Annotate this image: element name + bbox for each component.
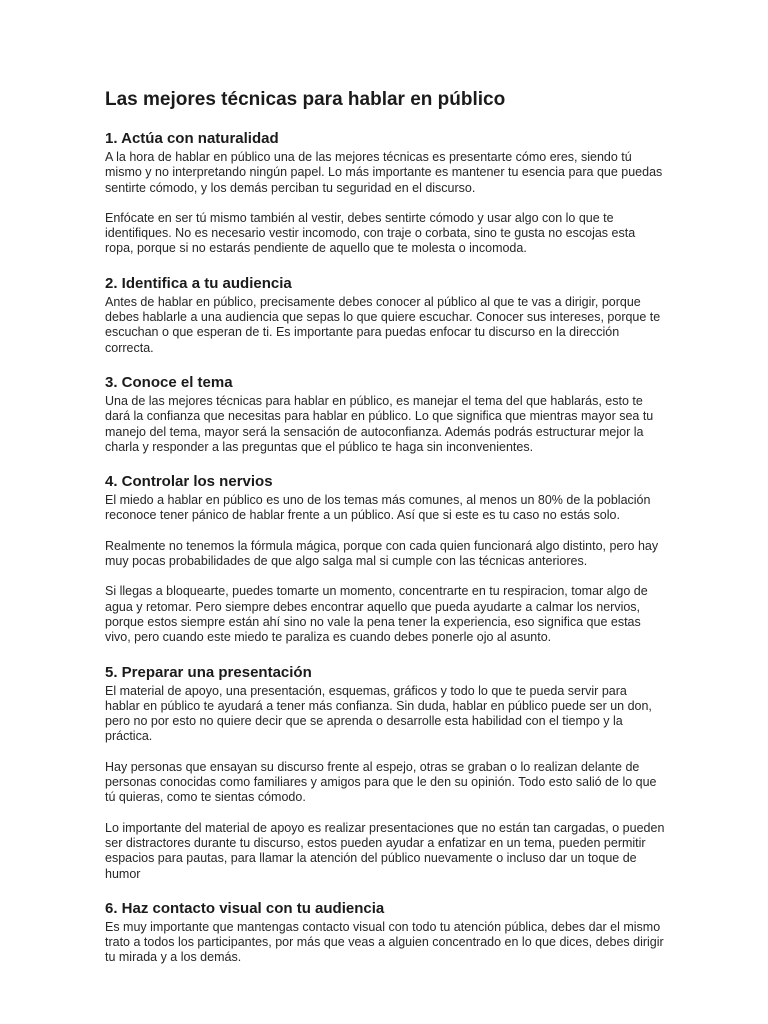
section-paragraph: El miedo a hablar en público es uno de los temas más comunes, al menos un 80% de la población reconoce tener pánico de hablar frente a un público. Así que si este es tu caso no estás solo. (105, 493, 651, 523)
section-paragraph: Antes de hablar en público, precisamente debes conocer al público al que te vas a dirigir, porque debes hablarle a una audiencia que sepas lo que quiere escuchar. Conocer sus intereses, porque te escuchan o que esperan de ti. Es importante para puedas enfocar tu discurso en la dirección correcta. (105, 294, 661, 355)
document-section (105, 130, 665, 257)
section-paragraph: Una de las mejores técnicas para hablar en público, es manejar el tema del que hablarás, esto te dará la confianza que necesitas para hablar en público. Lo que significa que mientras mayor sea tu manejo del tema, mayor será la sensación de autoconfianza. Además podrás estructurar mejor la charla y responder a las preguntas que el público te haga sin inconvenientes. (105, 393, 654, 454)
section-heading: 1. Actúa con naturalidad (105, 130, 279, 147)
section-paragraph: Realmente no tenemos la fórmula mágica, porque con cada quien funcionará algo distinto, pero hay muy pocas probabilidades de que algo salga mal si cumple con las técnicas anteriores. (105, 538, 659, 569)
section-paragraph: El material de apoyo, una presentación, esquemas, gráficos y todo lo que te pueda servir para hablar en público te ayudará a tener más confianza. Sin duda, hablar en público puede ser un don, pero no por esto no quiere decir que se aprenda o desarrolle esta habilidad con el tiempo y la práctica. (105, 683, 652, 744)
section-heading: 5. Preparar una presentación (105, 663, 312, 681)
section-paragraph: Enfócate en ser tú mismo también al vestir, debes sentirte cómodo y usar algo con lo que te identifiques. No es necesario vestir incomodo, con traje o corbata, sino te gusta no escojas esta ropa, porque si no estarás pendiente de aquello que te molesta o incomoda. (105, 210, 636, 256)
section-paragraph: Si llegas a bloquearte, puedes tomarte un momento, concentrarte en tu respiracion, tomar algo de agua y retomar. Pero siempre debes encontrar aquello que pueda ayudarte a calmar los nervios, porque estos siempre están ahí sino no vale la pena tener la experiencia, eso significa que estas vivo, pero cuando este miedo te paraliza es cuando debes ponerle ojo al asunto. (105, 584, 648, 645)
document-section (105, 900, 665, 966)
section-paragraph: Hay personas que ensayan su discurso frente al espejo, otras se graban o lo realizan delante de personas conocidas como familiares y amigos para que le den su opinión. Todo esto salió de lo que tú quieras, como te sientas cómodo. (105, 759, 657, 805)
section-heading: 4. Controlar los nervios (105, 473, 273, 491)
section-paragraph: A la hora de hablar en público una de las mejores técnicas es presentarte cómo eres, siendo tú mismo y no interpretando ningún papel. Lo más importante es mantener tu esencia para que puedas sentirte cómodo, y los demás perciban tu seguridad en el discurso. (105, 150, 663, 195)
section-heading: 6. Haz contacto visual con tu audiencia (105, 899, 385, 917)
document-sections (105, 130, 665, 966)
document-section (105, 374, 665, 455)
document-section (105, 275, 665, 356)
section-paragraph: Lo importante del material de apoyo es realizar presentaciones que no están tan cargadas, o pueden ser distractores durante tu discurso, estos pueden ayudar a enfatizar en un tema, pueden permitir espacios para pautas, para llamar la atención del público nuevamente o incluso dar un toque de humor (105, 820, 665, 881)
document-section (105, 664, 665, 882)
section-heading: 3. Conoce el tema (105, 373, 233, 391)
section-paragraph: Es muy importante que mantengas contacto visual con todo tu atención pública, debes dar el mismo trato a todos los participantes, por más que veas a alguien concentrado en lo que dices, debes dirigir tu mirada y a los demás. (105, 919, 664, 965)
document-title: Las mejores técnicas para hablar en público (105, 89, 506, 110)
document-section (105, 473, 665, 645)
section-heading: 2. Identifica a tu audiencia (105, 274, 292, 292)
